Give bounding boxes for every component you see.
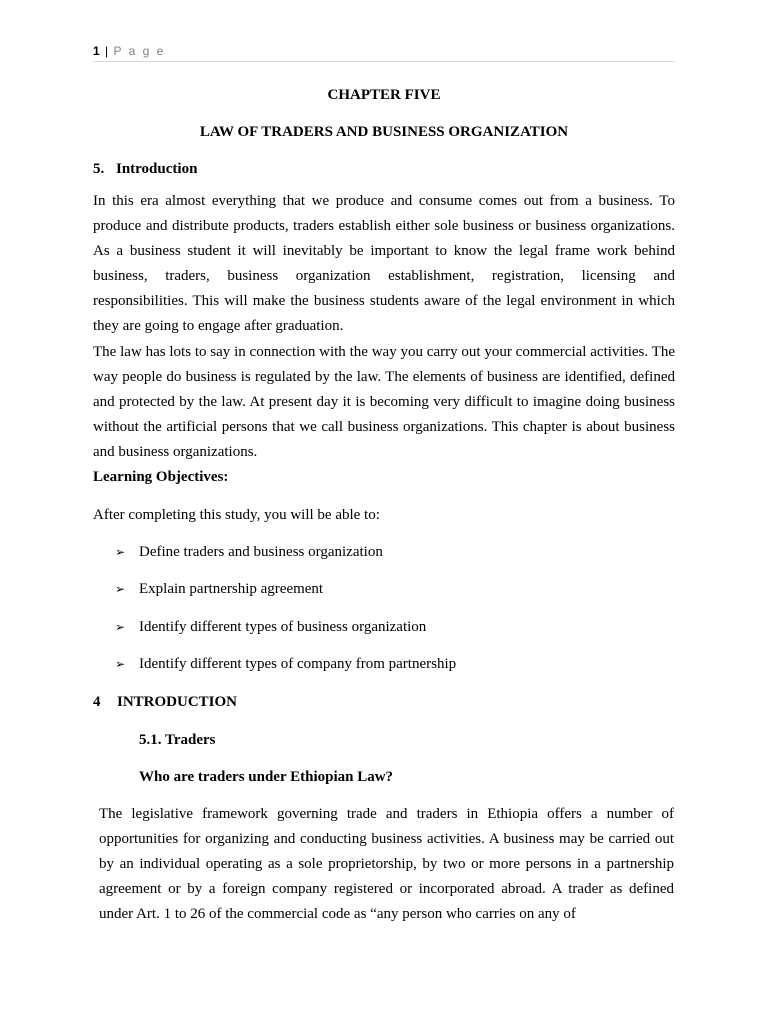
objective-item: [115, 581, 323, 598]
subsection-traders-heading: 5.1. Traders: [139, 732, 216, 748]
intro-paragraph: In this era almost everything that we produce and consume comes out from a business. To produce and distribute products, traders establish either sole business or business organizations. As a business student it will inevitably be important to know the legal frame work behind business, traders, business organization establishment, registration, licensing and responsibilities. This will make the business students aware of the legal environment in which they are going to engage after graduation.: [93, 193, 675, 335]
chapter-title: CHAPTER FIVE: [327, 87, 441, 103]
objective-item: [115, 619, 426, 636]
section-four-title: INTRODUCTION: [117, 694, 238, 710]
second-paragraph: The law has lots to say in connection with the way you carry out your commercial activities. The way people do business is regulated by the law. The elements of business are identified, defined and protected by the law. At present day it is becoming very difficult to imagine doing business without the artificial persons that we call business organizations. This chapter is about business and business organizations.: [93, 344, 675, 461]
chapter-subtitle: LAW OF TRADERS AND BUSINESS ORGANIZATION: [199, 124, 569, 140]
arrow-bullet-icon: ➢: [115, 657, 126, 671]
arrow-bullet-icon: ➢: [115, 582, 126, 596]
arrow-bullet-icon: ➢: [115, 545, 126, 559]
page-label: P a g e: [113, 44, 166, 58]
page-header: [93, 43, 675, 62]
section-four-number: 4: [93, 694, 101, 710]
intro-heading-title: Introduction: [116, 161, 198, 177]
section-four-heading: [93, 694, 237, 711]
traders-paragraph: The legislative framework governing trade and traders in Ethiopia offers a number of opportunities for organizing and conducting business activities. A business may be carried out by an individual operating as a sole proprietorship, by two or more persons in a partnership agreement or by a foreign company registered or incorporated abroad. A trader as defined under Art. 1 to 26 of the commercial code as “any person who carries on any of: [99, 806, 674, 923]
learning-objectives-heading: Learning Objectives:: [93, 469, 229, 485]
objective-text: Identify different types of company from partnership: [139, 656, 457, 672]
objective-text: Define traders and business organization: [139, 544, 383, 560]
objective-text: Explain partnership agreement: [139, 581, 324, 597]
intro-heading: [93, 161, 197, 178]
page-number: 1: [93, 44, 100, 58]
arrow-bullet-icon: ➢: [115, 620, 126, 634]
objective-text: Identify different types of business organization: [139, 619, 427, 635]
header-separator: |: [105, 44, 109, 58]
objectives-intro: After completing this study, you will be able to:: [93, 507, 380, 523]
objective-item: [115, 544, 383, 561]
intro-heading-number: 5.: [93, 161, 105, 177]
question-heading: Who are traders under Ethiopian Law?: [139, 769, 394, 785]
objective-item: [115, 656, 456, 673]
